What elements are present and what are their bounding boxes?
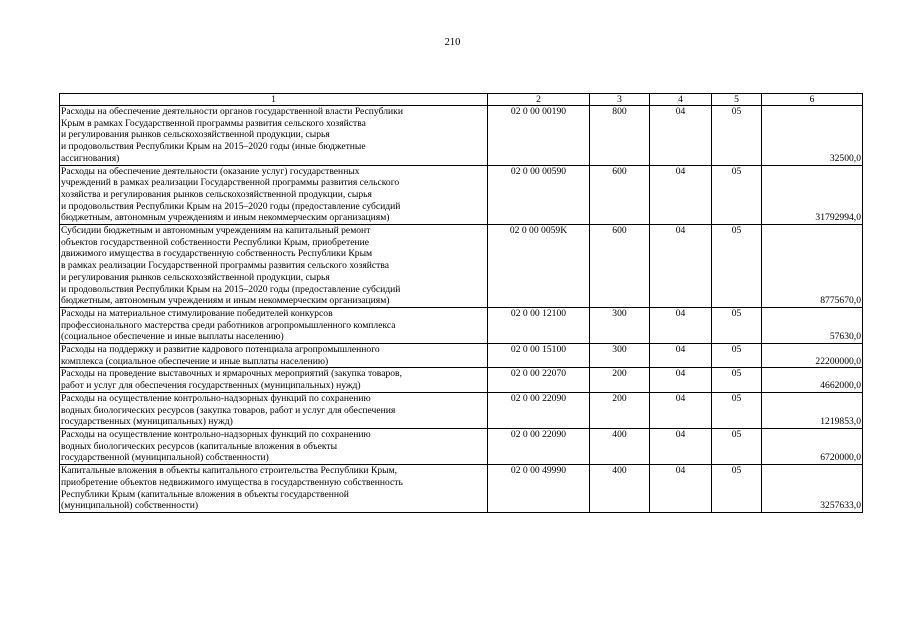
description-line: и регулирования рынков сельскохозяйственной продукции, сырья xyxy=(61,129,330,141)
description-line: (муниципальной) собственности) xyxy=(61,500,199,512)
table-row xyxy=(60,165,863,225)
expense-type-cell: 200 xyxy=(590,368,650,392)
description-line: Крым в рамках Государственной программы развития сельского хозяйства xyxy=(61,117,366,129)
target-code-cell: 02 0 00 49990 xyxy=(488,465,590,513)
expense-type-cell: 200 xyxy=(590,392,650,428)
amount-cell: 1219853,0 xyxy=(762,392,863,428)
page-number: 210 xyxy=(444,37,461,48)
expense-type-cell: 600 xyxy=(590,225,650,308)
header-cell-section: 4 xyxy=(650,94,712,106)
budget-table xyxy=(59,93,863,513)
section-cell: 04 xyxy=(650,465,712,513)
header-cell-expense-type: 3 xyxy=(590,94,650,106)
table-row xyxy=(60,368,863,392)
table-row xyxy=(60,106,863,166)
header-cell-name: 1 xyxy=(60,94,488,106)
description-line: Расходы на проведение выставочных и ярмарочных мероприятий (закупка товаров, xyxy=(61,368,402,380)
row-description xyxy=(60,106,488,166)
subsection-cell: 05 xyxy=(712,106,762,166)
row-description xyxy=(60,344,488,368)
description-line: Расходы на обеспечение деятельности (оказание услуг) государственных xyxy=(61,165,360,177)
row-description xyxy=(60,392,488,428)
amount-cell: 31792994,0 xyxy=(762,165,863,225)
expense-type-cell: 300 xyxy=(590,344,650,368)
table-row xyxy=(60,428,863,464)
amount-cell: 32500,0 xyxy=(762,106,863,166)
description-line: государственной (муниципальной) собственности) xyxy=(61,452,269,464)
table-row xyxy=(60,465,863,513)
row-description xyxy=(60,428,488,464)
expense-type-cell: 400 xyxy=(590,465,650,513)
target-code-cell: 02 0 00 00590 xyxy=(488,165,590,225)
subsection-cell: 05 xyxy=(712,368,762,392)
section-cell: 04 xyxy=(650,106,712,166)
amount-cell: 57630,0 xyxy=(762,307,863,343)
description-line: Субсидии бюджетным и автономным учреждениям на капитальный ремонт xyxy=(61,225,371,237)
target-code-cell: 02 0 00 22090 xyxy=(488,392,590,428)
target-code-cell: 02 0 00 22070 xyxy=(488,368,590,392)
section-cell: 04 xyxy=(650,428,712,464)
amount-cell: 22200000,0 xyxy=(762,344,863,368)
section-cell: 04 xyxy=(650,225,712,308)
section-cell: 04 xyxy=(650,368,712,392)
description-line: в рамках реализации Государственной программы развития сельского хозяйства xyxy=(61,260,390,272)
description-line: комплекса (социальное обеспечение и иные выплаты населению) xyxy=(61,355,329,367)
description-line: водных биологических ресурсов (капитальные вложения в объекты xyxy=(61,440,338,452)
expense-type-cell: 600 xyxy=(590,165,650,225)
target-code-cell: 02 0 00 15100 xyxy=(488,344,590,368)
header-cell-target-code: 2 xyxy=(488,94,590,106)
subsection-cell: 05 xyxy=(712,465,762,513)
target-code-cell: 02 0 00 12100 xyxy=(488,307,590,343)
description-line: (социальное обеспечение и иные выплаты населению) xyxy=(61,331,284,343)
section-cell: 04 xyxy=(650,307,712,343)
row-description xyxy=(60,225,488,308)
description-line: Расходы на материальное стимулирование победителей конкурсов xyxy=(61,307,333,319)
description-line: приобретение объектов недвижимого имущества в государственную собственность xyxy=(61,476,403,488)
amount-cell: 3257633,0 xyxy=(762,465,863,513)
description-line: бюджетным, автономным учреждениям и иным некоммерческим организациям) xyxy=(61,212,390,224)
header-row xyxy=(60,94,863,106)
row-description xyxy=(60,465,488,513)
description-line: водных биологических ресурсов (закупка товаров, работ и услуг для обеспечения xyxy=(61,404,396,416)
section-cell: 04 xyxy=(650,344,712,368)
row-description xyxy=(60,368,488,392)
table-row xyxy=(60,392,863,428)
description-line: профессионального мастерства среди работников агропромышленного комплекса xyxy=(61,319,396,331)
header-cell-subsection: 5 xyxy=(712,94,762,106)
description-line: движимого имущества в государственную собственность Республики Крым xyxy=(61,248,373,260)
description-line: государственных (муниципальных) нужд) xyxy=(61,416,233,428)
row-description xyxy=(60,165,488,225)
description-line: Капитальные вложения в объекты капитального строительства Республики Крым, xyxy=(61,465,398,477)
expense-type-cell: 800 xyxy=(590,106,650,166)
expense-type-cell: 400 xyxy=(590,428,650,464)
description-line: работ и услуг для обеспечения государственных (муниципальных) нужд) xyxy=(61,380,361,392)
table-row xyxy=(60,307,863,343)
description-line: Расходы на поддержку и развитие кадрового потенциала агропромышленного xyxy=(61,344,380,356)
subsection-cell: 05 xyxy=(712,392,762,428)
subsection-cell: 05 xyxy=(712,165,762,225)
description-line: Расходы на осуществление контрольно-надзорных функций по сохранению xyxy=(61,392,371,404)
expense-type-cell: 300 xyxy=(590,307,650,343)
amount-cell: 4662000,0 xyxy=(762,368,863,392)
row-description xyxy=(60,307,488,343)
description-line: Расходы на обеспечение деятельности органов государственной власти Республики xyxy=(61,106,403,117)
subsection-cell: 05 xyxy=(712,344,762,368)
header-cell-amount: 6 xyxy=(762,94,863,106)
subsection-cell: 05 xyxy=(712,225,762,308)
amount-cell: 6720000,0 xyxy=(762,428,863,464)
table-row xyxy=(60,225,863,308)
description-line: и продовольствия Республики Крым на 2015–2020 годы (иные бюджетные xyxy=(61,141,366,153)
amount-cell: 8775670,0 xyxy=(762,225,863,308)
description-line: Республики Крым (капитальные вложения в объекты государственной xyxy=(61,488,349,500)
description-line: бюджетным, автономным учреждениям и иным некоммерческим организациям) xyxy=(61,295,390,307)
description-line: Расходы на осуществление контрольно-надзорных функций по сохранению xyxy=(61,428,371,440)
target-code-cell: 02 0 00 0059K xyxy=(488,225,590,308)
table-row xyxy=(60,344,863,368)
target-code-cell: 02 0 00 22090 xyxy=(488,428,590,464)
description-line: и регулирования рынков сельскохозяйственной продукции, сырья xyxy=(61,271,330,283)
description-line: хозяйства и регулирования рынков сельскохозяйственной продукции, сырья xyxy=(61,188,372,200)
description-line: учреждений в рамках реализации Государственной программы развития сельского xyxy=(61,177,400,189)
description-line: объектов государственной собственности Республики Крым, приобретение xyxy=(61,236,369,248)
target-code-cell: 02 0 00 00190 xyxy=(488,106,590,166)
subsection-cell: 05 xyxy=(712,428,762,464)
section-cell: 04 xyxy=(650,165,712,225)
description-line: и продовольствия Республики Крым на 2015–2020 годы (предоставление субсидий xyxy=(61,200,401,212)
description-line: ассигнования) xyxy=(61,152,120,164)
subsection-cell: 05 xyxy=(712,307,762,343)
section-cell: 04 xyxy=(650,392,712,428)
description-line: и продовольствия Республики Крым на 2015–2020 годы (предоставление субсидий xyxy=(61,283,401,295)
